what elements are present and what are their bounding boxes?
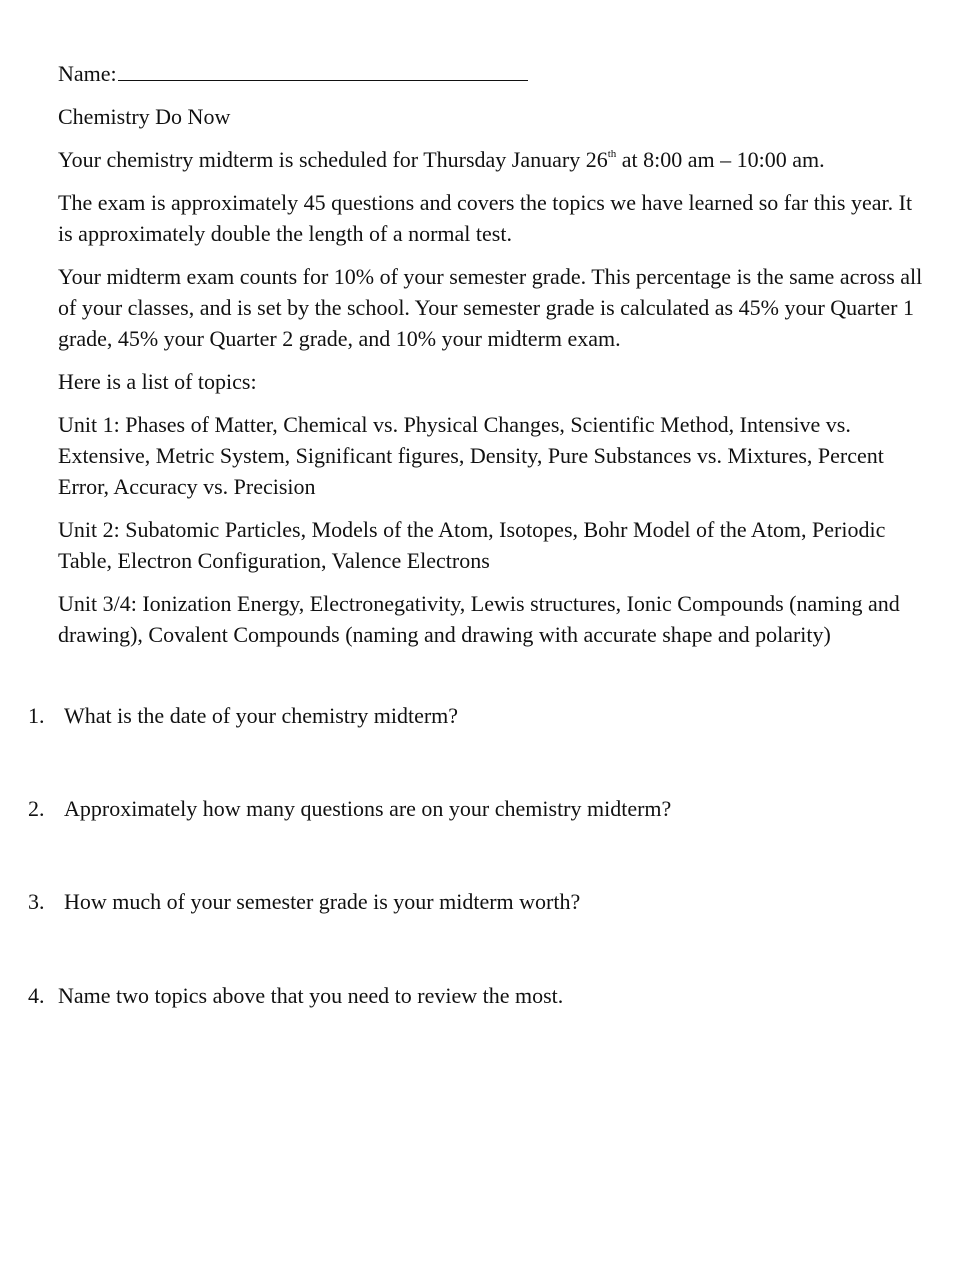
question-number: 4. xyxy=(28,983,45,1008)
question-text: How much of your semester grade is your midterm worth? xyxy=(64,889,581,914)
question-text: What is the date of your chemistry midterm? xyxy=(64,703,459,728)
question-text: Approximately how many questions are on your chemistry midterm? xyxy=(64,796,672,821)
name-field-row xyxy=(58,56,928,89)
topics-heading: Here is a list of topics: xyxy=(58,369,257,394)
unit-2-topics: Unit 2: Subatomic Particles, Models of the Atom, Isotopes, Bohr Model of the Atom, Periodic Table, Electron Configuration, Valence Electrons xyxy=(58,517,886,573)
worksheet-title: Chemistry Do Now xyxy=(58,104,231,129)
question-number: 2. xyxy=(28,796,45,821)
name-label: Name: xyxy=(58,61,117,86)
worksheet-page xyxy=(58,56,928,662)
schedule-text-after: at 8:00 am – 10:00 am. xyxy=(616,147,825,172)
question-text: Name two topics above that you need to review the most. xyxy=(58,983,564,1008)
schedule-text-before: Your chemistry midterm is scheduled for Thursday January 26 xyxy=(58,147,608,172)
question-number: 1. xyxy=(28,703,45,728)
question-item xyxy=(28,886,580,917)
name-blank-line[interactable] xyxy=(118,56,528,81)
question-item xyxy=(28,980,563,1011)
exam-description-paragraph: The exam is approximately 45 questions and covers the topics we have learned so far this year. It is approximately double the length of a normal test. xyxy=(58,190,913,246)
grade-info-paragraph: Your midterm exam counts for 10% of your semester grade. This percentage is the same across all of your classes, and is set by the school. Your semester grade is calculated as 45% your Quarter 1 grade, 45% your Quarter 2 grade, and 10% your midterm exam. xyxy=(58,264,923,351)
question-item xyxy=(28,700,458,731)
question-number: 3. xyxy=(28,889,45,914)
schedule-paragraph xyxy=(58,144,928,175)
unit-3-4-topics: Unit 3/4: Ionization Energy, Electronegativity, Lewis structures, Ionic Compounds (naming and drawing), Covalent Compounds (naming and drawing with accurate shape and polarity) xyxy=(58,591,900,647)
question-item xyxy=(28,793,671,824)
unit-1-topics: Unit 1: Phases of Matter, Chemical vs. Physical Changes, Scientific Method, Intensive vs. Extensive, Metric System, Significant figures, Density, Pure Substances vs. Mixtures, Percent Error, Accuracy vs. Precision xyxy=(58,412,884,499)
ordinal-suffix: th xyxy=(607,147,617,160)
